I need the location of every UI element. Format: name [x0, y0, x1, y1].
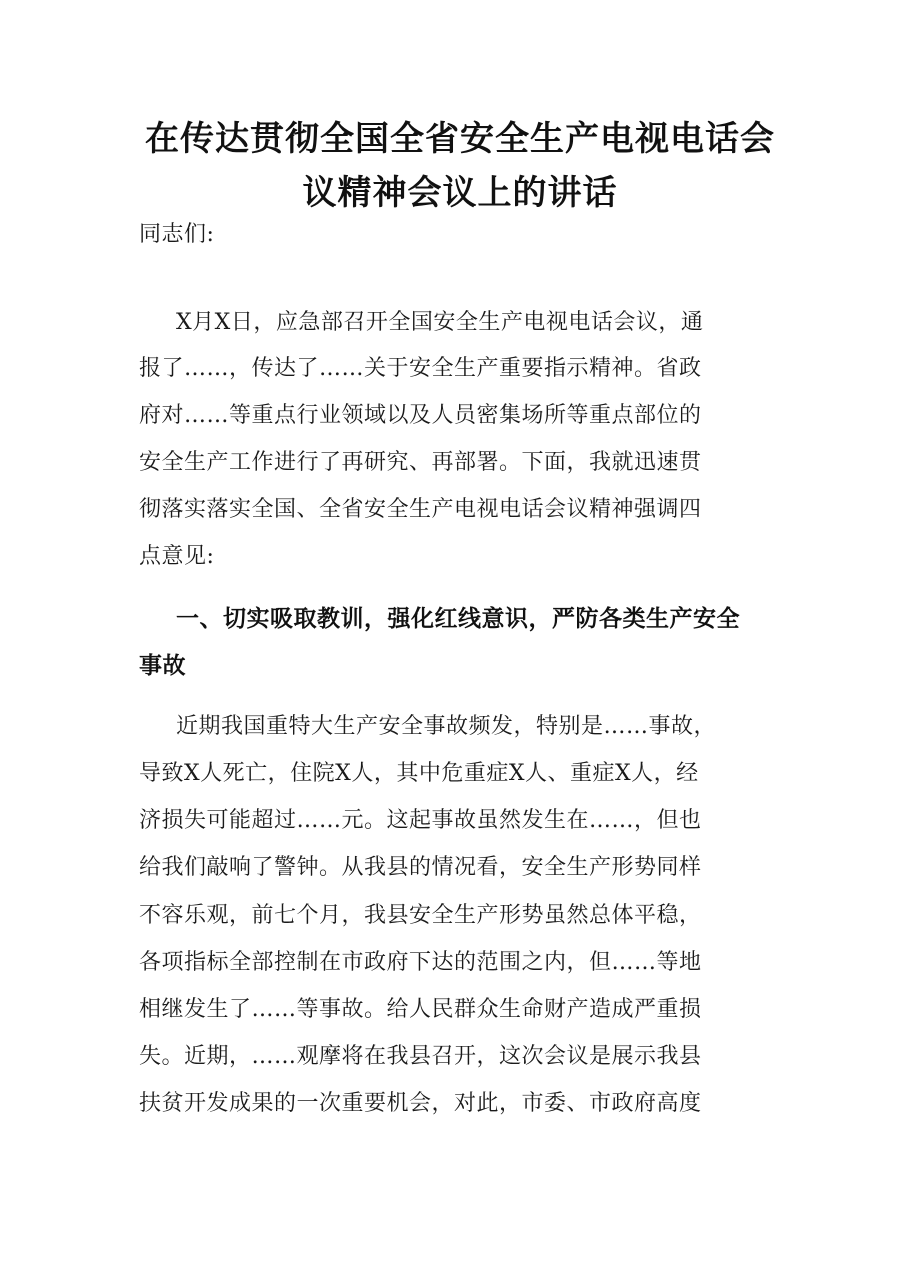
paragraph2-line-3: 济损失可能超过……元。这起事故虽然发生在……，但也	[139, 808, 702, 833]
paragraph1-line-3: 府对……等重点行业领域以及人员密集场所等重点部位的	[139, 403, 702, 428]
salutation: 同志们:	[139, 222, 215, 247]
section-heading-line-1: 一、切实吸取教训，强化红线意识，严防各类生产安全	[176, 605, 740, 632]
paragraph2-line-6: 各项指标全部控制在市政府下达的范围之内，但……等地	[139, 950, 702, 975]
paragraph1-line-5: 彻落实落实全国、全省安全生产电视电话会议精神强调四	[139, 497, 702, 522]
paragraph2-line-2: 导致X人死亡，住院X人，其中危重症X人、重症X人，经	[139, 761, 699, 786]
section-heading-line-2: 事故	[139, 652, 186, 679]
paragraph2-line-1: 近期我国重特大生产安全事故频发，特别是……事故，	[176, 714, 717, 739]
paragraph2-line-5: 不容乐观，前七个月，我县安全生产形势虽然总体平稳，	[139, 903, 702, 928]
paragraph1-line-6: 点意见:	[139, 544, 215, 569]
paragraph2-line-8: 失。近期，……观摩将在我县召开，这次会议是展示我县	[139, 1044, 702, 1069]
paragraph1-line-4: 安全生产工作进行了再研究、再部署。下面，我就迅速贯	[139, 450, 702, 475]
paragraph2-line-9: 扶贫开发成果的一次重要机会，对此，市委、市政府高度	[139, 1091, 702, 1116]
title-line-2: 议精神会议上的讲话	[302, 173, 618, 213]
paragraph1-line-1: X月X日，应急部召开全国安全生产电视电话会议，通	[176, 310, 704, 335]
document-title	[120, 112, 800, 220]
paragraph2-line-4: 给我们敲响了警钟。从我县的情况看，安全生产形势同样	[139, 855, 702, 880]
paragraph2-line-7: 相继发生了……等事故。给人民群众生命财产造成严重损	[139, 997, 702, 1022]
paragraph1-line-2: 报了……，传达了……关于安全生产重要指示精神。省政	[139, 356, 702, 381]
title-line-1: 在传达贯彻全国全省安全生产电视电话会	[145, 119, 775, 159]
